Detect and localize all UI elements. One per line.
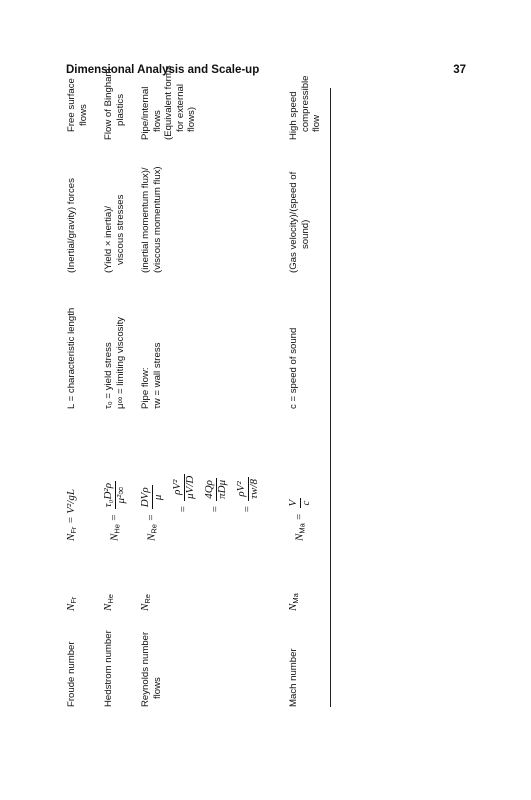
group-name: Mach number bbox=[288, 648, 299, 707]
group-definition: $N_{Ma}$ = V c bbox=[287, 499, 312, 541]
page-number: 37 bbox=[453, 64, 466, 76]
table-rule-right bbox=[330, 88, 331, 707]
group-application: Pipe/internal flows (Equivalent forms for external flows) bbox=[140, 65, 197, 140]
group-name: Reynolds number flows bbox=[140, 631, 163, 707]
group-name: Froude number bbox=[66, 641, 77, 707]
group-symbol: $N_{Re}$ bbox=[139, 594, 152, 611]
group-name: Hedstrom number bbox=[103, 630, 114, 707]
group-definition: $N_{He}$ = τ₀D²ρ μ²∞ bbox=[102, 482, 127, 541]
group-application: Flow of Bingham plastics bbox=[103, 68, 126, 140]
group-definition: $N_{Re}$ = DVρ μ = ρV² μV/D = 4Qρ πDμ = ρV² τw/8 bbox=[139, 475, 260, 541]
group-ratio: (Inertial/gravity) forces bbox=[66, 178, 77, 273]
group-application: High speed compressible flow bbox=[288, 75, 322, 140]
group-ratio: (Yield × inertia)/ viscous stresses bbox=[103, 194, 126, 273]
group-ratio: (inertial momentum flux)/ (viscous momentum flux) bbox=[140, 166, 163, 273]
group-variables: τ₀ = yield stress μ∞ = limiting viscosity bbox=[103, 316, 126, 409]
group-variables: Pipe flow: τw = wall stress bbox=[140, 342, 163, 409]
group-symbol: $N_{Ma}$ bbox=[287, 593, 300, 611]
group-definition: $N_{Fr} = V^2/gL$ bbox=[65, 489, 78, 541]
group-symbol: $N_{Fr}$ bbox=[65, 596, 78, 611]
group-variables: L = characteristic length bbox=[66, 307, 77, 409]
group-application: Free surface flows bbox=[66, 78, 89, 132]
running-title: Dimensional Analysis and Scale-up bbox=[66, 64, 260, 76]
group-ratio: (Gas velocity)/(speed of sound) bbox=[288, 171, 311, 273]
group-symbol: $N_{He}$ bbox=[102, 594, 115, 611]
group-variables: c = speed of sound bbox=[288, 327, 299, 409]
